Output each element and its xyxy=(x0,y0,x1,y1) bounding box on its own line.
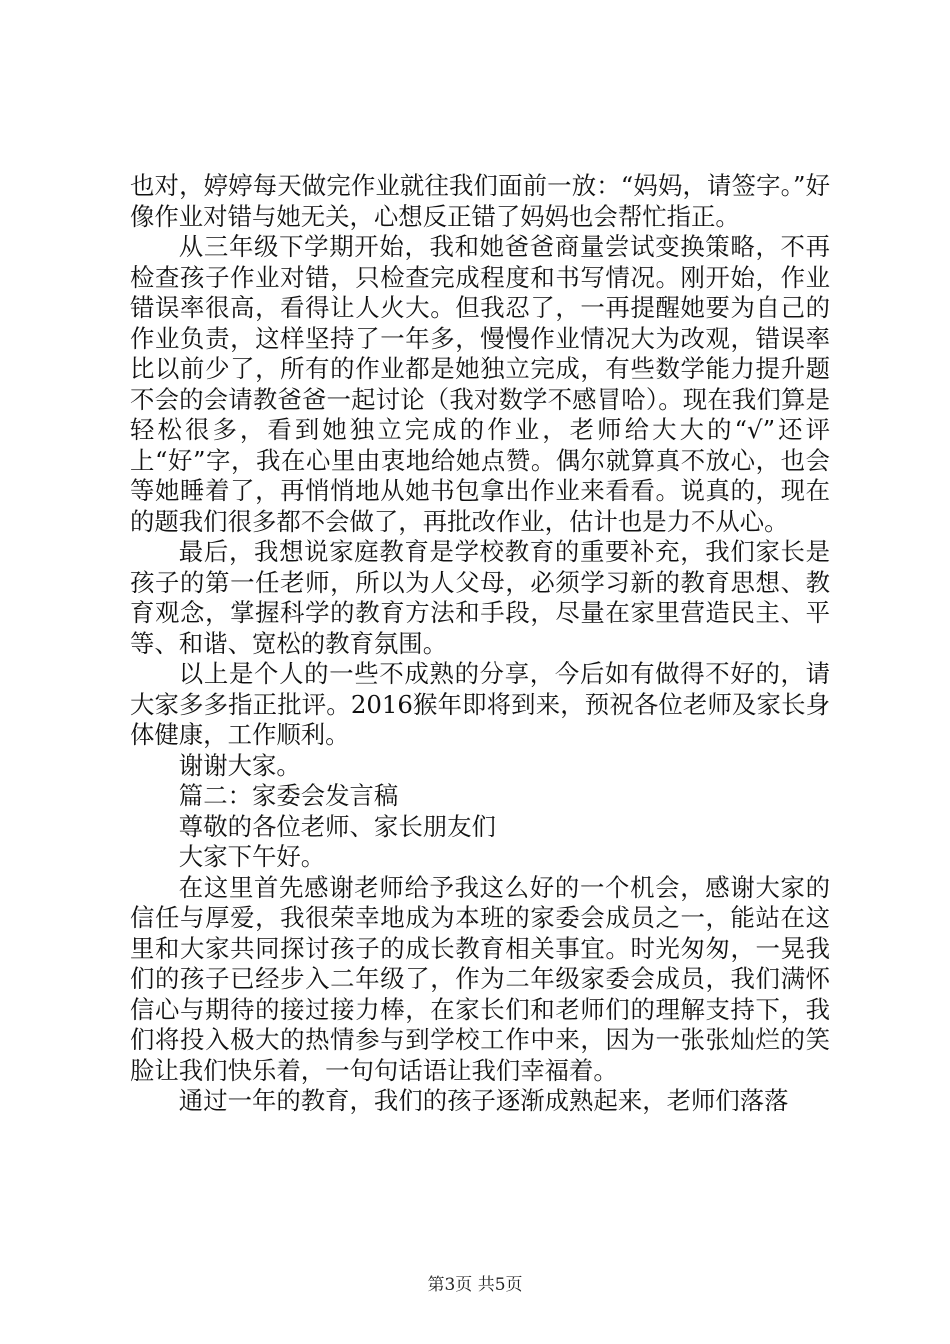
paragraph-closing-wishes: 以上是个人的一些不成熟的分享，今后如有做得不好的，请大家多多指正批评。2016猴年即将到来，预祝各位老师及家长身体健康，工作顺利。 xyxy=(130,659,830,749)
page-number-footer: 第3页 共5页 xyxy=(427,1275,523,1295)
greeting: 大家下午好。 xyxy=(178,842,326,871)
paragraph-committee-intro: 在这里首先感谢老师给予我这么好的一个机会，感谢大家的信任与厚爱，我很荣幸地成为本班的家委会成员之一，能站在这里和大家共同探讨孩子的成长教育相关事宜。时光匆匆，一晃我们的孩子已经步入二年级了，作为二年级家委会成员，我们满怀信心与期待的接过接力棒，在家长们和老师们的理解支持下，我们将投入极大的热情参与到学校工作中来，因为一张张灿烂的笑脸让我们快乐着，一句句话语让我们幸福着。 xyxy=(130,872,830,1085)
document-body xyxy=(130,171,830,1117)
section-heading: 篇二：家委会发言稿 xyxy=(178,781,399,810)
paragraph-homework-strategy: 从三年级下学期开始，我和她爸爸商量尝试变换策略，不再检查孩子作业对错，只检查完成程度和书写情况。刚开始，作业错误率很高，看得让人火大。但我忍了，一再提醒她要为自己的作业负责，这样坚持了一年多，慢慢作业情况大为改观，错误率比以前少了，所有的作业都是她独立完成，有些数学能力提升题不会的会请教爸爸一起讨论（我对数学不感冒哈）。现在我们算是轻松很多，看到她独立完成的作业，老师给大大的“√”还评上“好”字，我在心里由衷地给她点赞。偶尔就算真不放心，也会等她睡着了，再悄悄地从她书包拿出作业来看看。说真的，现在的题我们很多都不会做了，再批改作业，估计也是力不从心。 xyxy=(130,232,830,536)
paragraph-continuation: 也对，婷婷每天做完作业就往我们面前一放：“妈妈，请签字。”好像作业对错与她无关，心想反正错了妈妈也会帮忙指正。 xyxy=(130,171,830,231)
paragraph-family-education: 最后，我想说家庭教育是学校教育的重要补充，我们家长是孩子的第一任老师，所以为人父母，必须学习新的教育思想、教育观念，掌握科学的教育方法和手段，尽量在家里营造民主、平等、和谐、宽松的教育氛围。 xyxy=(130,537,830,658)
salutation: 尊敬的各位老师、家长朋友们 xyxy=(178,811,496,841)
paragraph-year-of-education: 通过一年的教育，我们的孩子逐渐成熟起来，老师们落落 xyxy=(178,1086,789,1115)
paragraph-thanks: 谢谢大家。 xyxy=(178,750,301,780)
